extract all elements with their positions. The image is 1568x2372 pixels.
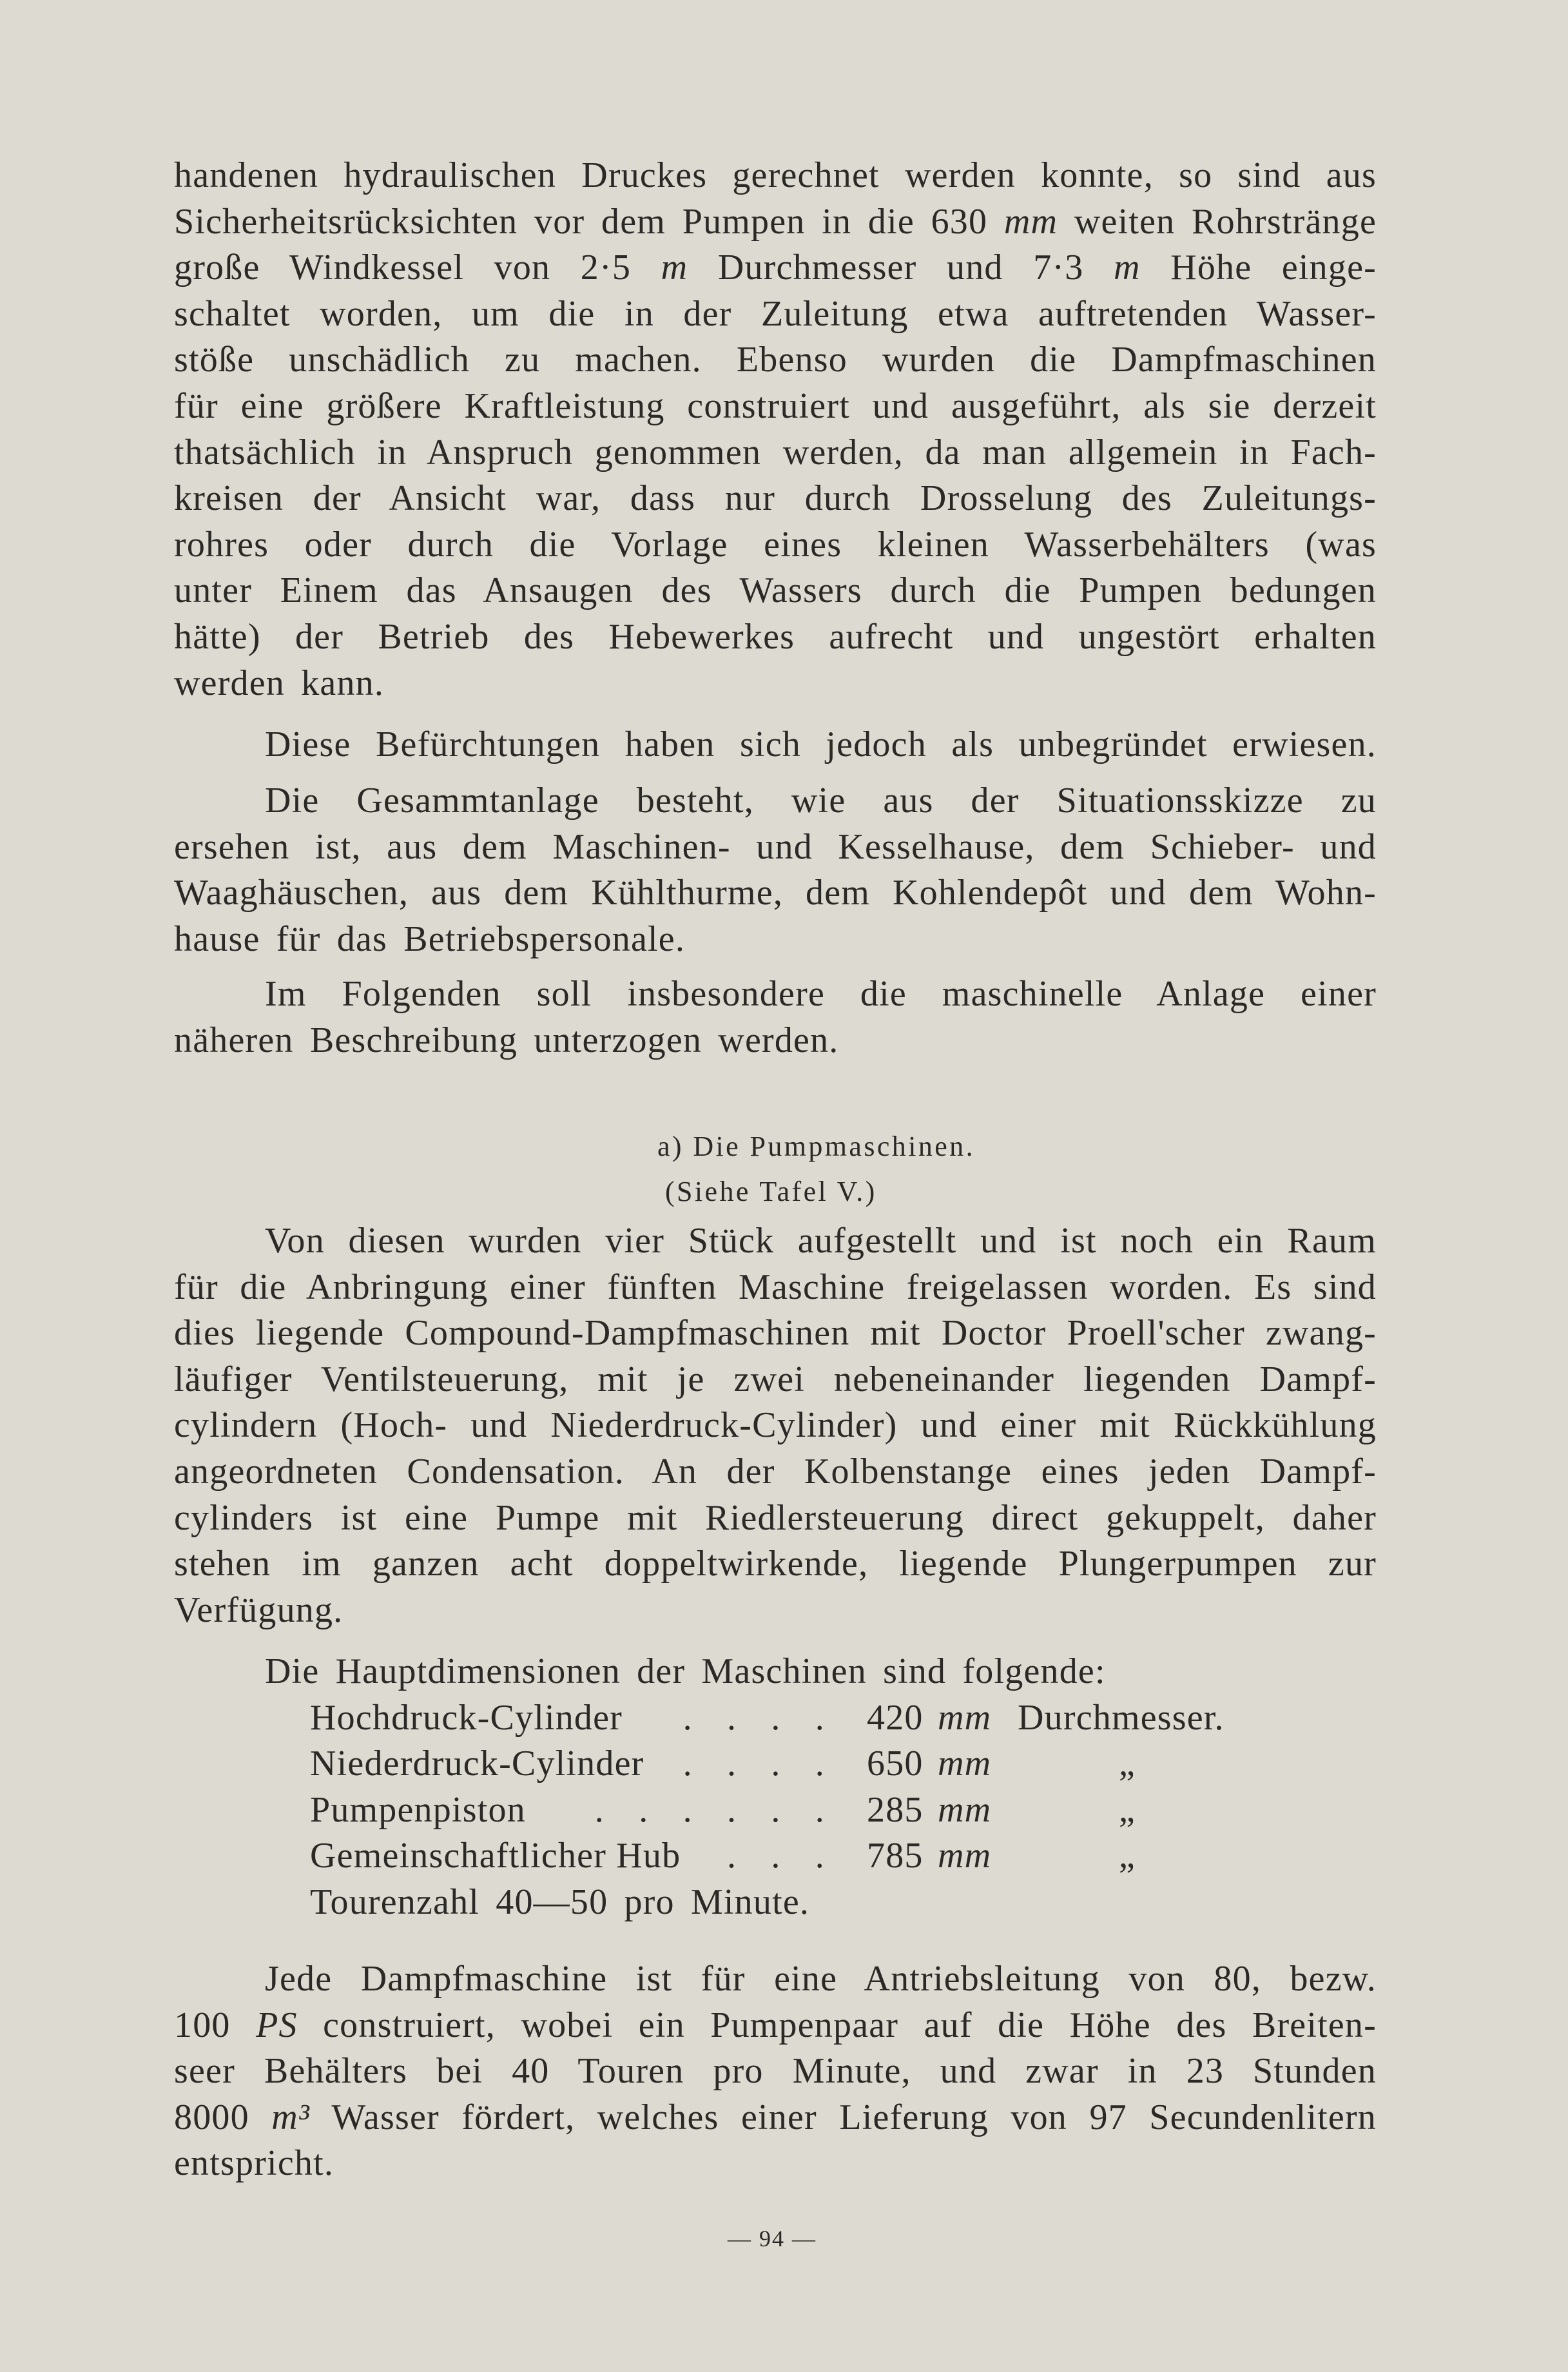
text-segment: 100: [174, 2005, 256, 2045]
dimension-leader: . . . .: [682, 1744, 825, 1784]
text-line: näheren Beschreibung unterzogen werden.: [174, 1020, 839, 1060]
text-line: [174, 2003, 1377, 2049]
unit-italic: m: [661, 248, 688, 288]
text-line: dies liegende Compound-Dampfmaschinen mit Doctor Proell'scher zwang-: [174, 1313, 1377, 1354]
text-line: ersehen ist, aus dem Maschinen- und Kesselhause, dem Schieber- und: [174, 826, 1377, 867]
section-heading: a) Die Pumpmaschinen.: [657, 1131, 975, 1162]
text-segment: Wasser fördert, welches einer Lieferung von 97 Secundenlitern: [309, 2097, 1377, 2137]
text-segment: 8000: [174, 2097, 272, 2137]
dimensions-intro: Die Hauptdimensionen der Maschinen sind folgende:: [265, 1651, 1106, 1691]
dimension-label-leader: [310, 1833, 825, 1880]
text-line: Die Gesammtanlage besteht, wie aus der Situationsskizze zu: [265, 781, 1377, 821]
text-line: werden kann.: [174, 663, 385, 703]
unit-italic: mm: [1003, 201, 1058, 242]
dimensions-row: [174, 1787, 1377, 1834]
text-segment: Höhe einge-: [1140, 248, 1377, 288]
text-segment: construiert, wobei ein Pumpenpaar auf die Höhe des Breiten-: [297, 2005, 1377, 2045]
text-line: stehen im ganzen acht doppeltwirkende, liegende Plungerpumpen zur: [174, 1544, 1377, 1584]
text-line: Von diesen wurden vier Stück aufgestellt und ist noch ein Raum: [265, 1221, 1377, 1261]
text-line: für die Anbringung einer fünften Maschine freigelassen worden. Es sind: [174, 1267, 1377, 1307]
dimension-label: Hochdruck-Cylinder: [310, 1697, 623, 1738]
text-line: [174, 245, 1377, 291]
text-segment: Durchmesser und 7·3: [688, 248, 1114, 288]
dimension-leader: . . . .: [682, 1697, 825, 1738]
text-line: stöße unschädlich zu machen. Ebenso wurden die Dampfmaschinen: [174, 340, 1377, 380]
dimension-leader: . . .: [727, 1836, 825, 1876]
text-line: läufiger Ventilsteuerung, mit je zwei nebeneinander liegenden Dampf-: [174, 1359, 1377, 1399]
text-line: Jede Dampfmaschine ist für eine Antriebsleitung von 80, bezw.: [265, 1959, 1377, 1999]
unit-italic: m: [1114, 248, 1141, 288]
text-line: Diese Befürchtungen haben sich jedoch als unbegründet erwiesen.: [265, 724, 1377, 764]
dimension-label: Niederdruck-Cylinder: [310, 1744, 644, 1784]
dimension-unit: mm: [938, 1697, 992, 1738]
dimension-note: Durchmesser.: [1018, 1697, 1224, 1738]
text-segment: große Windkessel von 2·5: [174, 248, 661, 288]
text-segment: weiten Rohrstränge: [1058, 201, 1377, 242]
page-number: — 94 —: [728, 2226, 817, 2251]
dimensions-row: [174, 1741, 1377, 1787]
unit-italic: m³: [271, 2097, 310, 2137]
text-line: Im Folgenden soll insbesondere die maschinelle Anlage einer: [265, 974, 1377, 1014]
text-line: rohres oder durch die Vorlage eines kleinen Wasserbehälters (was: [174, 524, 1377, 565]
text-line: entspricht.: [174, 2143, 334, 2184]
dimension-label-leader: [310, 1741, 825, 1787]
text-line: schaltet worden, um die in der Zuleitung etwa auftretenden Wasser-: [174, 293, 1377, 334]
ditto-mark: „: [1118, 1789, 1136, 1830]
text-line: unter Einem das Ansaugen des Wassers durch die Pumpen bedungen: [174, 570, 1377, 611]
section-subheading: (Siehe Tafel V.): [665, 1176, 877, 1207]
text-line: kreisen der Ansicht war, dass nur durch Drosselung des Zuleitungs-: [174, 478, 1377, 519]
text-line: [174, 2095, 1377, 2141]
text-line: für eine größere Kraftleistung construiert und ausgeführt, als sie derzeit: [174, 385, 1377, 426]
dimension-unit: mm: [938, 1789, 992, 1830]
speed-line: Tourenzahl 40—50 pro Minute.: [310, 1881, 810, 1922]
text-line: Verfügung.: [174, 1589, 344, 1630]
text-line: thatsächlich in Anspruch genommen werden, da man allgemein in Fach-: [174, 432, 1377, 472]
paragraph: [174, 1218, 1377, 1633]
dimensions-row: [174, 1695, 1377, 1742]
dimensions-row: [174, 1833, 1377, 1880]
dimension-value: 785: [867, 1836, 924, 1876]
dimension-label: Pumpenpiston: [310, 1789, 526, 1830]
dimension-value: 650: [867, 1744, 924, 1784]
text-line: cylinders ist eine Pumpe mit Riedlersteuerung direct gekuppelt, daher: [174, 1497, 1377, 1538]
dimension-label: Gemeinschaftlicher Hub: [310, 1836, 681, 1876]
text-line: seer Behälters bei 40 Touren pro Minute, und zwar in 23 Stunden: [174, 2051, 1377, 2092]
dimension-unit: mm: [938, 1836, 992, 1876]
text-line: hätte) der Betrieb des Hebewerkes aufrecht und ungestört erhalten: [174, 616, 1377, 657]
dimension-unit: mm: [938, 1744, 992, 1784]
unit-italic: PS: [256, 2005, 298, 2045]
paragraph: [174, 1956, 1377, 2187]
text-line: cylindern (Hoch- und Niederdruck-Cylinder) und einer mit Rückkühlung: [174, 1405, 1377, 1446]
paragraph: [174, 778, 1377, 962]
paragraph: [174, 153, 1377, 706]
dimension-value: 285: [867, 1789, 924, 1830]
paragraph: [174, 971, 1377, 1064]
dimension-leader: . . . . . .: [594, 1789, 825, 1830]
text-segment: Sicherheitsrücksichten vor dem Pumpen in die 630: [174, 201, 1004, 242]
text-line: handenen hydraulischen Druckes gerechnet werden konnte, so sind aus: [174, 155, 1377, 195]
text-line: Waaghäuschen, aus dem Kühlthurme, dem Kohlendepôt und dem Wohn-: [174, 873, 1377, 913]
paragraph: [174, 722, 1377, 768]
ditto-mark: „: [1118, 1744, 1136, 1784]
text-line: angeordneten Condensation. An der Kolbenstange eines jeden Dampf-: [174, 1451, 1377, 1492]
dimension-label-leader: [310, 1695, 825, 1742]
dimensions-section: [174, 1649, 1377, 1926]
dimension-label-leader: [310, 1787, 825, 1834]
ditto-mark: „: [1118, 1836, 1136, 1876]
text-line: [174, 199, 1377, 246]
dimension-value: 420: [867, 1697, 924, 1738]
text-line: hause für das Betriebspersonale.: [174, 919, 686, 959]
